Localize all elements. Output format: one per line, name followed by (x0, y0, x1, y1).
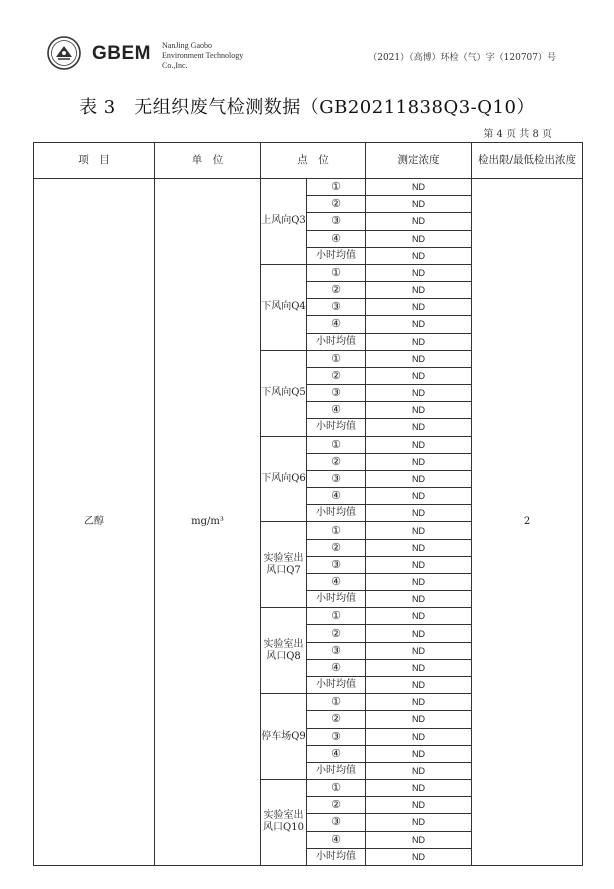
point-name-cell: 实验室出风口Q7 (261, 522, 307, 608)
sample-label-cell: ② (307, 282, 366, 299)
sample-label-cell: ④ (307, 659, 366, 676)
concentration-cell: ND (366, 264, 472, 281)
sample-label-cell: ① (307, 350, 366, 367)
company-line-3: Co.,Inc. (162, 61, 188, 70)
concentration-cell: ND (366, 247, 472, 264)
concentration-cell: ND (366, 591, 472, 608)
header-unit: 单 位 (155, 143, 261, 179)
sample-label-cell: 小时均值 (307, 505, 366, 522)
company-line-2: Environment Technology (162, 51, 244, 60)
sample-label-cell: ① (307, 264, 366, 281)
sample-label-cell: ① (307, 694, 366, 711)
sample-label-cell: ④ (307, 402, 366, 419)
sample-label-cell: 小时均值 (307, 419, 366, 436)
point-name-cell: 下风向Q5 (261, 350, 307, 436)
concentration-cell: ND (366, 659, 472, 676)
point-name-cell: 下风向Q4 (261, 264, 307, 350)
point-name-cell: 下风向Q6 (261, 436, 307, 522)
sample-label-cell: ③ (307, 299, 366, 316)
concentration-cell: ND (366, 453, 472, 470)
company-name (162, 41, 243, 71)
sample-label-cell: 小时均值 (307, 591, 366, 608)
sample-label-cell: ④ (307, 488, 366, 505)
concentration-cell: ND (366, 196, 472, 213)
unit-cell: mg/m³ (155, 179, 261, 866)
concentration-cell: ND (366, 402, 472, 419)
page-header (0, 0, 614, 80)
data-table (33, 142, 583, 866)
concentration-cell: ND (366, 728, 472, 745)
company-line-1: NanJing Gaobo (162, 41, 212, 50)
concentration-cell: ND (366, 694, 472, 711)
table-header-row (34, 143, 583, 179)
sample-label-cell: 小时均值 (307, 247, 366, 264)
concentration-cell: ND (366, 213, 472, 230)
page-number: 第 4 页 共 8 页 (483, 129, 552, 140)
company-seal-logo-icon (47, 36, 81, 70)
sample-label-cell: ③ (307, 642, 366, 659)
sample-label-cell: ③ (307, 213, 366, 230)
sample-label-cell: ① (307, 522, 366, 539)
sample-label-cell: ① (307, 608, 366, 625)
table-body (34, 179, 583, 866)
concentration-cell: ND (366, 762, 472, 779)
logo-text: GBEM (92, 43, 151, 64)
concentration-cell: ND (366, 831, 472, 848)
concentration-cell: ND (366, 367, 472, 384)
concentration-cell: ND (366, 385, 472, 402)
concentration-cell: ND (366, 539, 472, 556)
sample-label-cell: 小时均值 (307, 676, 366, 693)
item-name-cell: 乙醇 (34, 179, 155, 866)
sample-label-cell: ④ (307, 573, 366, 590)
concentration-cell: ND (366, 848, 472, 865)
point-name-cell: 上风向Q3 (261, 179, 307, 265)
sample-label-cell: ② (307, 539, 366, 556)
sample-label-cell: ② (307, 367, 366, 384)
concentration-cell: ND (366, 522, 472, 539)
concentration-cell: ND (366, 488, 472, 505)
concentration-cell: ND (366, 282, 472, 299)
concentration-cell: ND (366, 745, 472, 762)
concentration-cell: ND (366, 179, 472, 196)
sample-label-cell: ③ (307, 385, 366, 402)
concentration-cell: ND (366, 505, 472, 522)
sample-label-cell: ② (307, 711, 366, 728)
concentration-cell: ND (366, 625, 472, 642)
header-item: 项 目 (34, 143, 155, 179)
concentration-cell: ND (366, 470, 472, 487)
document-number: （2021）（高博）环检（气）字（120707）号 (368, 53, 556, 63)
sample-label-cell: ③ (307, 556, 366, 573)
concentration-cell: ND (366, 230, 472, 247)
table-row (34, 179, 583, 196)
concentration-cell: ND (366, 316, 472, 333)
point-name-cell: 实验室出风口Q8 (261, 608, 307, 694)
sample-label-cell: ② (307, 453, 366, 470)
concentration-cell: ND (366, 436, 472, 453)
point-name-cell: 停车场Q9 (261, 694, 307, 780)
detection-limit-cell: 2 (472, 179, 583, 866)
table-title: 表 3 无组织废气检测数据（GB20211838Q3-Q10） (79, 97, 535, 118)
sample-label-cell: ③ (307, 470, 366, 487)
sample-label-cell: 小时均值 (307, 333, 366, 350)
sample-label-cell: ① (307, 436, 366, 453)
sample-label-cell: ② (307, 196, 366, 213)
concentration-cell: ND (366, 573, 472, 590)
concentration-cell: ND (366, 299, 472, 316)
concentration-cell: ND (366, 608, 472, 625)
concentration-cell: ND (366, 676, 472, 693)
concentration-cell: ND (366, 642, 472, 659)
sample-label-cell: 小时均值 (307, 762, 366, 779)
point-name-cell: 实验室出风口Q10 (261, 780, 307, 866)
concentration-cell: ND (366, 333, 472, 350)
sample-label-cell: ② (307, 625, 366, 642)
concentration-cell: ND (366, 797, 472, 814)
sample-label-cell: ④ (307, 831, 366, 848)
sample-label-cell: ④ (307, 316, 366, 333)
header-concentration: 测定浓度 (366, 143, 472, 179)
concentration-cell: ND (366, 419, 472, 436)
sample-label-cell: 小时均值 (307, 848, 366, 865)
concentration-cell: ND (366, 814, 472, 831)
concentration-cell: ND (366, 711, 472, 728)
sample-label-cell: ④ (307, 230, 366, 247)
sample-label-cell: ④ (307, 745, 366, 762)
concentration-cell: ND (366, 780, 472, 797)
header-point: 点 位 (261, 143, 366, 179)
concentration-cell: ND (366, 556, 472, 573)
sample-label-cell: ② (307, 797, 366, 814)
sample-label-cell: ③ (307, 728, 366, 745)
sample-label-cell: ① (307, 179, 366, 196)
concentration-cell: ND (366, 350, 472, 367)
header-limit: 检出限/最低检出浓度 (472, 143, 583, 179)
sample-label-cell: ① (307, 780, 366, 797)
sample-label-cell: ③ (307, 814, 366, 831)
